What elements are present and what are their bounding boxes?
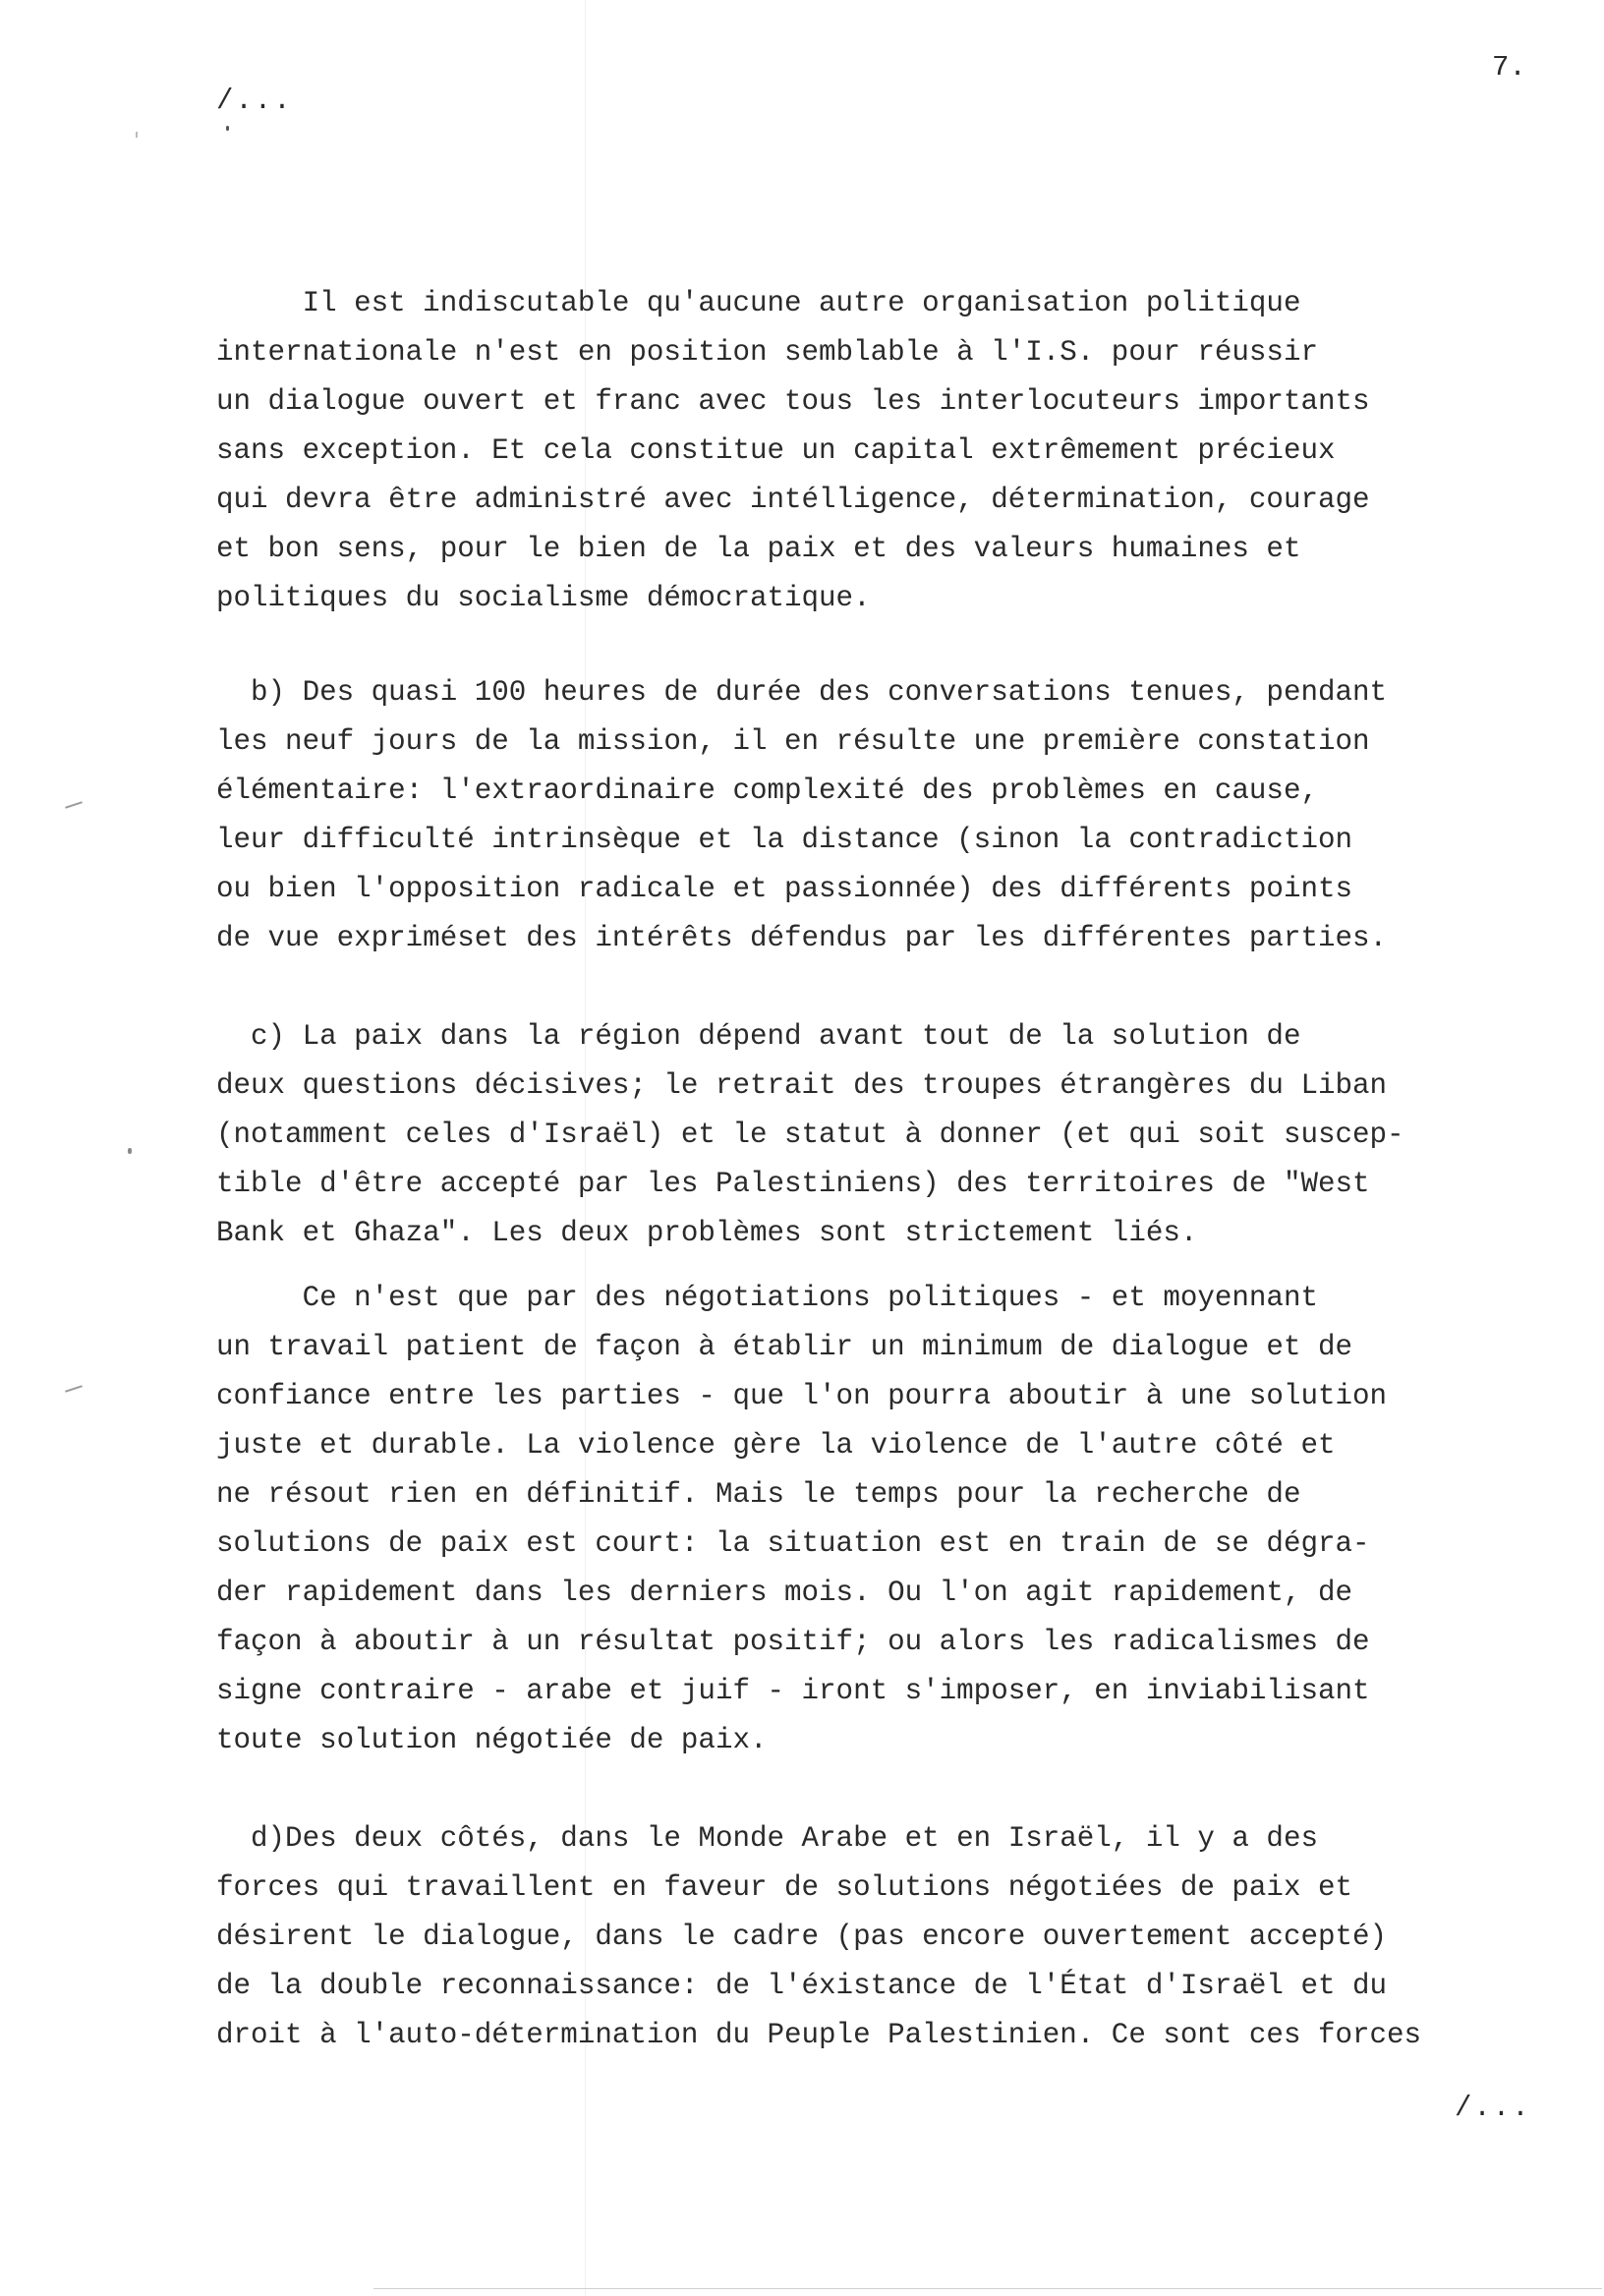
paragraph-intro (216, 279, 1604, 623)
text-line: ne résout rien en définitif. Mais le temps pour la recherche de (216, 1478, 1301, 1511)
scan-speck (136, 132, 138, 138)
text-line: les neuf jours de la mission, il en résulte une première constation (216, 725, 1370, 758)
text-line: Bank et Ghaza". Les deux problèmes sont strictement liés. (216, 1217, 1198, 1249)
text-line: der rapidement dans les derniers mois. Ou l'on agit rapidement, de (216, 1577, 1353, 1609)
paragraph-b (216, 668, 1604, 963)
text-line: internationale n'est en position semblable à l'I.S. pour réussir (216, 336, 1318, 369)
text-line: Ce n'est que par des négotiations politiques - et moyennant (216, 1282, 1318, 1314)
text-line: un travail patient de façon à établir un minimum de dialogue et de (216, 1331, 1353, 1363)
paragraph-c (216, 1012, 1604, 1258)
scan-speck (226, 126, 229, 131)
text-line: leur difficulté intrinsèque et la distance (sinon la contradiction (216, 824, 1353, 856)
text-line: façon à aboutir à un résultat positif; ou alors les radicalismes de (216, 1626, 1370, 1658)
text-line: toute solution négotiée de paix. (216, 1724, 768, 1756)
text-line: b) Des quasi 100 heures de durée des conversations tenues, pendant (216, 676, 1388, 709)
continuation-mark-bottom: /... (1455, 2092, 1531, 2124)
text-line: désirent le dialogue, dans le cadre (pas encore ouvertement accepté) (216, 1921, 1388, 1953)
text-line: Il est indiscutable qu'aucune autre organisation politique (216, 287, 1301, 319)
text-line: et bon sens, pour le bien de la paix et des valeurs humaines et (216, 533, 1301, 565)
text-line: ou bien l'opposition radicale et passionnée) des différents points (216, 873, 1353, 905)
text-line: juste et durable. La violence gère la violence de l'autre côté et (216, 1429, 1336, 1462)
text-line: tible d'être accepté par les Palestiniens) des territoires de "West (216, 1168, 1370, 1200)
text-line: politiques du socialisme démocratique. (216, 582, 871, 614)
scan-speck (65, 1385, 83, 1392)
text-line: qui devra être administré avec intélligence, détermination, courage (216, 484, 1370, 516)
text-line: c) La paix dans la région dépend avant tout de la solution de (216, 1020, 1301, 1053)
text-line: confiance entre les parties - que l'on pourra aboutir à une solution (216, 1380, 1388, 1412)
page-number: 7. (1492, 51, 1526, 84)
text-line: solutions de paix est court: la situation est en train de se dégra- (216, 1527, 1370, 1560)
paragraph-d (216, 1814, 1604, 2060)
text-line: sans exception. Et cela constitue un capital extrêmement précieux (216, 434, 1336, 467)
text-line: d)Des deux côtés, dans le Monde Arabe et en Israël, il y a des (216, 1822, 1318, 1855)
text-line: droit à l'auto-détermination du Peuple Palestinien. Ce sont ces forces (216, 2019, 1422, 2051)
scan-speck (128, 1148, 132, 1154)
text-line: forces qui travaillent en faveur de solutions négotiées de paix et (216, 1871, 1353, 1904)
text-line: (notamment celes d'Israël) et le statut à donner (et qui soit suscep- (216, 1119, 1404, 1151)
scan-speck (65, 801, 83, 808)
text-line: signe contraire - arabe et juif - iront s'imposer, en inviabilisant (216, 1675, 1370, 1707)
text-line: un dialogue ouvert et franc avec tous les interlocuteurs importants (216, 385, 1370, 418)
scan-bottom-edge (373, 2288, 1602, 2289)
paragraph-c-continued (216, 1274, 1604, 1765)
text-line: de vue expriméset des intérêts défendus par les différentes parties. (216, 922, 1388, 954)
text-line: de la double reconnaissance: de l'éxistance de l'État d'Israël et du (216, 1970, 1388, 2002)
continuation-mark-top: /... (216, 85, 293, 117)
text-line: élémentaire: l'extraordinaire complexité des problèmes en cause, (216, 775, 1318, 807)
text-line: deux questions décisives; le retrait des troupes étrangères du Liban (216, 1069, 1388, 1102)
